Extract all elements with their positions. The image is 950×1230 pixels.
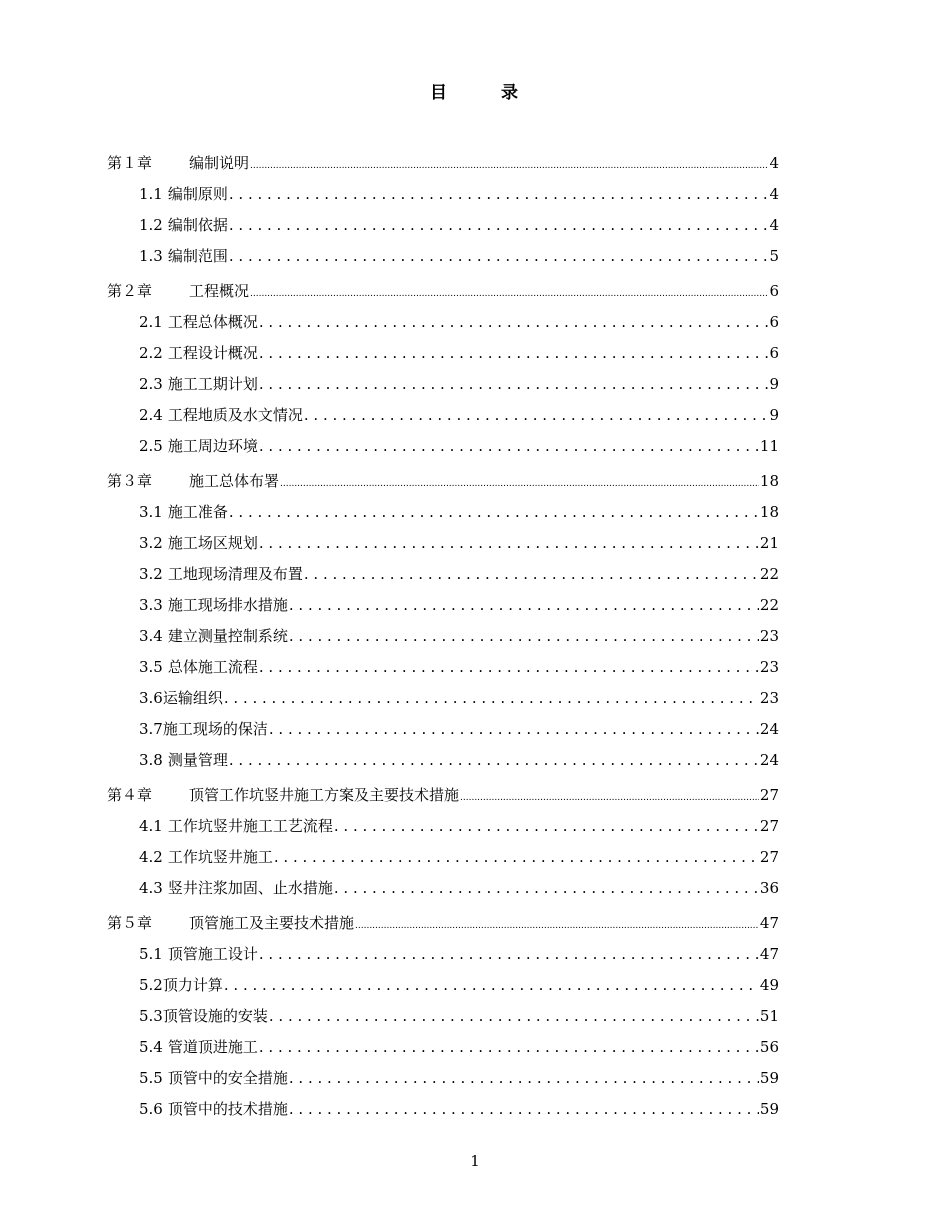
toc-section-entry xyxy=(139,563,779,585)
toc-entry-number: 3.6 xyxy=(139,689,163,707)
toc-section-entry xyxy=(139,877,779,899)
toc-entry-page: 24 xyxy=(759,720,779,738)
toc-dot-leader xyxy=(280,472,759,490)
toc-section-entry xyxy=(139,214,779,236)
toc-dot-leader xyxy=(460,786,759,804)
toc-section-entry xyxy=(139,404,779,426)
toc-dot-leader xyxy=(289,627,759,645)
toc-section-entry xyxy=(139,974,779,996)
toc-entry-label: 顶管中的安全措施 xyxy=(167,1069,288,1087)
toc-entry-number: 2.2 xyxy=(139,344,163,362)
toc-entry-number: 3.4 xyxy=(139,627,163,645)
toc-section-entry xyxy=(139,435,779,457)
toc-entry-number: 第４章 xyxy=(107,786,153,804)
toc-entry-label: 工程地质及水文情况 xyxy=(167,406,303,424)
toc-entry-label: 工程设计概况 xyxy=(167,344,258,362)
toc-section-entry xyxy=(139,245,779,267)
toc-dot-leader xyxy=(269,1007,759,1025)
toc-entry-number: 第１章 xyxy=(107,154,153,172)
toc-dot-leader xyxy=(259,375,769,393)
page-number: 1 xyxy=(470,1152,480,1170)
toc-entry-page: 11 xyxy=(759,437,779,455)
toc-entry-number: 1.1 xyxy=(139,185,163,203)
toc-entry-label: 施工场区规划 xyxy=(167,534,258,552)
toc-entry-label: 工程概况 xyxy=(189,282,250,300)
toc-entry-number: 5.5 xyxy=(139,1069,163,1087)
toc-section-entry xyxy=(139,656,779,678)
toc-entry-label: 运输组织 xyxy=(162,689,223,707)
toc-entry-page: 23 xyxy=(759,658,779,676)
toc-dot-leader xyxy=(269,720,759,738)
toc-entry-number: 5.2 xyxy=(139,976,163,994)
toc-dot-leader xyxy=(229,247,769,265)
toc-dot-leader xyxy=(259,658,759,676)
toc-entry-number: 2.3 xyxy=(139,375,163,393)
toc-entry-label: 施工周边环境 xyxy=(167,437,258,455)
toc-entry-label: 总体施工流程 xyxy=(167,658,258,676)
toc-entry-number: 5.3 xyxy=(139,1007,163,1025)
toc-entry-number: 3.2 xyxy=(139,534,163,552)
toc-entry-label: 顶管施工设计 xyxy=(167,945,258,963)
toc-section-entry xyxy=(139,846,779,868)
toc-section-entry xyxy=(139,594,779,616)
toc-entry-page: 56 xyxy=(759,1038,779,1056)
toc-entry-page: 6 xyxy=(769,282,779,300)
toc-section-entry xyxy=(139,625,779,647)
toc-entry-number: 第５章 xyxy=(107,914,153,932)
toc-entry-page: 59 xyxy=(759,1069,779,1087)
toc-dot-leader xyxy=(229,216,769,234)
toc-entry-page: 22 xyxy=(759,565,779,583)
toc-dot-leader xyxy=(259,1038,759,1056)
toc-entry-page: 23 xyxy=(759,689,779,707)
toc-entry-page: 21 xyxy=(759,534,779,552)
toc-entry-number: 3.8 xyxy=(139,751,163,769)
toc-section-entry xyxy=(139,1036,779,1058)
toc-chapter-entry xyxy=(107,470,779,492)
toc-entry-label: 管道顶进施工 xyxy=(167,1038,258,1056)
toc-dot-leader xyxy=(259,534,759,552)
toc-entry-label: 施工总体布署 xyxy=(189,472,280,490)
toc-entry-page: 59 xyxy=(759,1100,779,1118)
toc-entry-label: 施工现场排水措施 xyxy=(167,596,288,614)
toc-entry-number: 1.3 xyxy=(139,247,163,265)
toc-entry-label: 施工现场的保洁 xyxy=(162,720,268,738)
toc-entry-label: 顶管设施的安装 xyxy=(162,1007,268,1025)
toc-entry-label: 编制范围 xyxy=(167,247,228,265)
toc-entry-number: 3.7 xyxy=(139,720,163,738)
toc-entry-number: 4.1 xyxy=(139,817,163,835)
toc-chapter-entry xyxy=(107,912,779,934)
toc-entry-number: 第３章 xyxy=(107,472,153,490)
toc-section-entry xyxy=(139,815,779,837)
toc-entry-page: 27 xyxy=(759,848,779,866)
toc-section-entry xyxy=(139,501,779,523)
toc-entry-page: 49 xyxy=(759,976,779,994)
toc-entry-page: 23 xyxy=(759,627,779,645)
toc-entry-number: 2.4 xyxy=(139,406,163,424)
toc-entry-page: 6 xyxy=(769,344,779,362)
toc-entry-number: 第２章 xyxy=(107,282,153,300)
toc-chapter-entry xyxy=(107,152,779,174)
toc-dot-leader xyxy=(259,945,759,963)
toc-section-entry xyxy=(139,342,779,364)
toc-entry-page: 27 xyxy=(759,786,779,804)
toc-entry-label: 工作坑竖井施工工艺流程 xyxy=(167,817,333,835)
toc-entry-page: 4 xyxy=(769,216,779,234)
toc-entry-label: 工程总体概况 xyxy=(167,313,258,331)
toc-entry-label: 竖井注浆加固、止水措施 xyxy=(167,879,333,897)
toc-dot-leader xyxy=(334,817,759,835)
toc-entry-label: 顶管中的技术措施 xyxy=(167,1100,288,1118)
toc-entry-label: 顶管工作坑竖井施工方案及主要技术措施 xyxy=(189,786,460,804)
toc-entry-page: 22 xyxy=(759,596,779,614)
toc-entry-label: 工地现场清理及布置 xyxy=(167,565,303,583)
toc-entry-label: 建立测量控制系统 xyxy=(167,627,288,645)
toc-entry-label: 编制原则 xyxy=(167,185,228,203)
toc-dot-leader xyxy=(355,914,759,932)
toc-entry-page: 47 xyxy=(759,945,779,963)
toc-dot-leader xyxy=(229,503,759,521)
toc-dot-leader xyxy=(304,565,759,583)
toc-section-entry xyxy=(139,532,779,554)
toc-entry-number: 5.1 xyxy=(139,945,163,963)
toc-section-entry xyxy=(139,183,779,205)
toc-entry-number: 4.3 xyxy=(139,879,163,897)
toc-dot-leader xyxy=(289,596,759,614)
toc-chapter-entry xyxy=(107,280,779,302)
toc-section-entry xyxy=(139,1067,779,1089)
toc-dot-leader xyxy=(259,344,769,362)
toc-entry-page: 24 xyxy=(759,751,779,769)
toc-dot-leader xyxy=(224,976,759,994)
toc-entry-number: 3.3 xyxy=(139,596,163,614)
toc-section-entry xyxy=(139,311,779,333)
toc-entry-page: 18 xyxy=(759,472,779,490)
toc-entry-number: 3.1 xyxy=(139,503,163,521)
toc-entry-number: 5.4 xyxy=(139,1038,163,1056)
toc-section-entry xyxy=(139,687,779,709)
toc-entry-page: 9 xyxy=(769,375,779,393)
toc-entry-label: 编制说明 xyxy=(189,154,250,172)
toc-entry-label: 施工工期计划 xyxy=(167,375,258,393)
toc-entry-number: 2.5 xyxy=(139,437,163,455)
toc-dot-leader xyxy=(259,437,759,455)
toc-dot-leader xyxy=(229,185,769,203)
title-char-right: 录 xyxy=(501,83,520,103)
toc-entry-page: 5 xyxy=(769,247,779,265)
toc-entry-number: 2.1 xyxy=(139,313,163,331)
toc-entry-page: 27 xyxy=(759,817,779,835)
toc-dot-leader xyxy=(259,313,769,331)
toc-entry-label: 测量管理 xyxy=(167,751,228,769)
toc-entry-label: 顶管施工及主要技术措施 xyxy=(189,914,355,932)
toc-entry-page: 18 xyxy=(759,503,779,521)
toc-chapter-entry xyxy=(107,784,779,806)
toc-entry-label: 顶力计算 xyxy=(162,976,223,994)
toc-section-entry xyxy=(139,1098,779,1120)
toc-entry-page: 6 xyxy=(769,313,779,331)
toc-dot-leader xyxy=(289,1069,759,1087)
toc-entry-label: 工作坑竖井施工 xyxy=(167,848,273,866)
toc-dot-leader xyxy=(334,879,759,897)
toc-dot-leader xyxy=(229,751,759,769)
toc-dot-leader xyxy=(289,1100,759,1118)
toc-entry-label: 编制依据 xyxy=(167,216,228,234)
toc-section-entry xyxy=(139,1005,779,1027)
toc-dot-leader xyxy=(224,689,759,707)
toc-section-entry xyxy=(139,718,779,740)
toc-entry-page: 36 xyxy=(759,879,779,897)
toc-section-entry xyxy=(139,749,779,771)
toc-dot-leader xyxy=(250,154,768,172)
toc-entry-page: 9 xyxy=(769,406,779,424)
toc-entry-number: 4.2 xyxy=(139,848,163,866)
toc-dot-leader xyxy=(250,282,768,300)
toc-section-entry xyxy=(139,943,779,965)
toc-dot-leader xyxy=(304,406,769,424)
toc-entry-page: 47 xyxy=(759,914,779,932)
toc-entry-number: 1.2 xyxy=(139,216,163,234)
toc-section-entry xyxy=(139,373,779,395)
toc-entry-number: 3.5 xyxy=(139,658,163,676)
toc-entry-number: 3.2 xyxy=(139,565,163,583)
toc-entry-page: 51 xyxy=(759,1007,779,1025)
toc-entry-number: 5.6 xyxy=(139,1100,163,1118)
toc-entry-page: 4 xyxy=(769,154,779,172)
toc-dot-leader xyxy=(274,848,759,866)
toc-entry-label: 施工准备 xyxy=(167,503,228,521)
toc-entry-page: 4 xyxy=(769,185,779,203)
title-char-left: 目 xyxy=(430,83,449,103)
